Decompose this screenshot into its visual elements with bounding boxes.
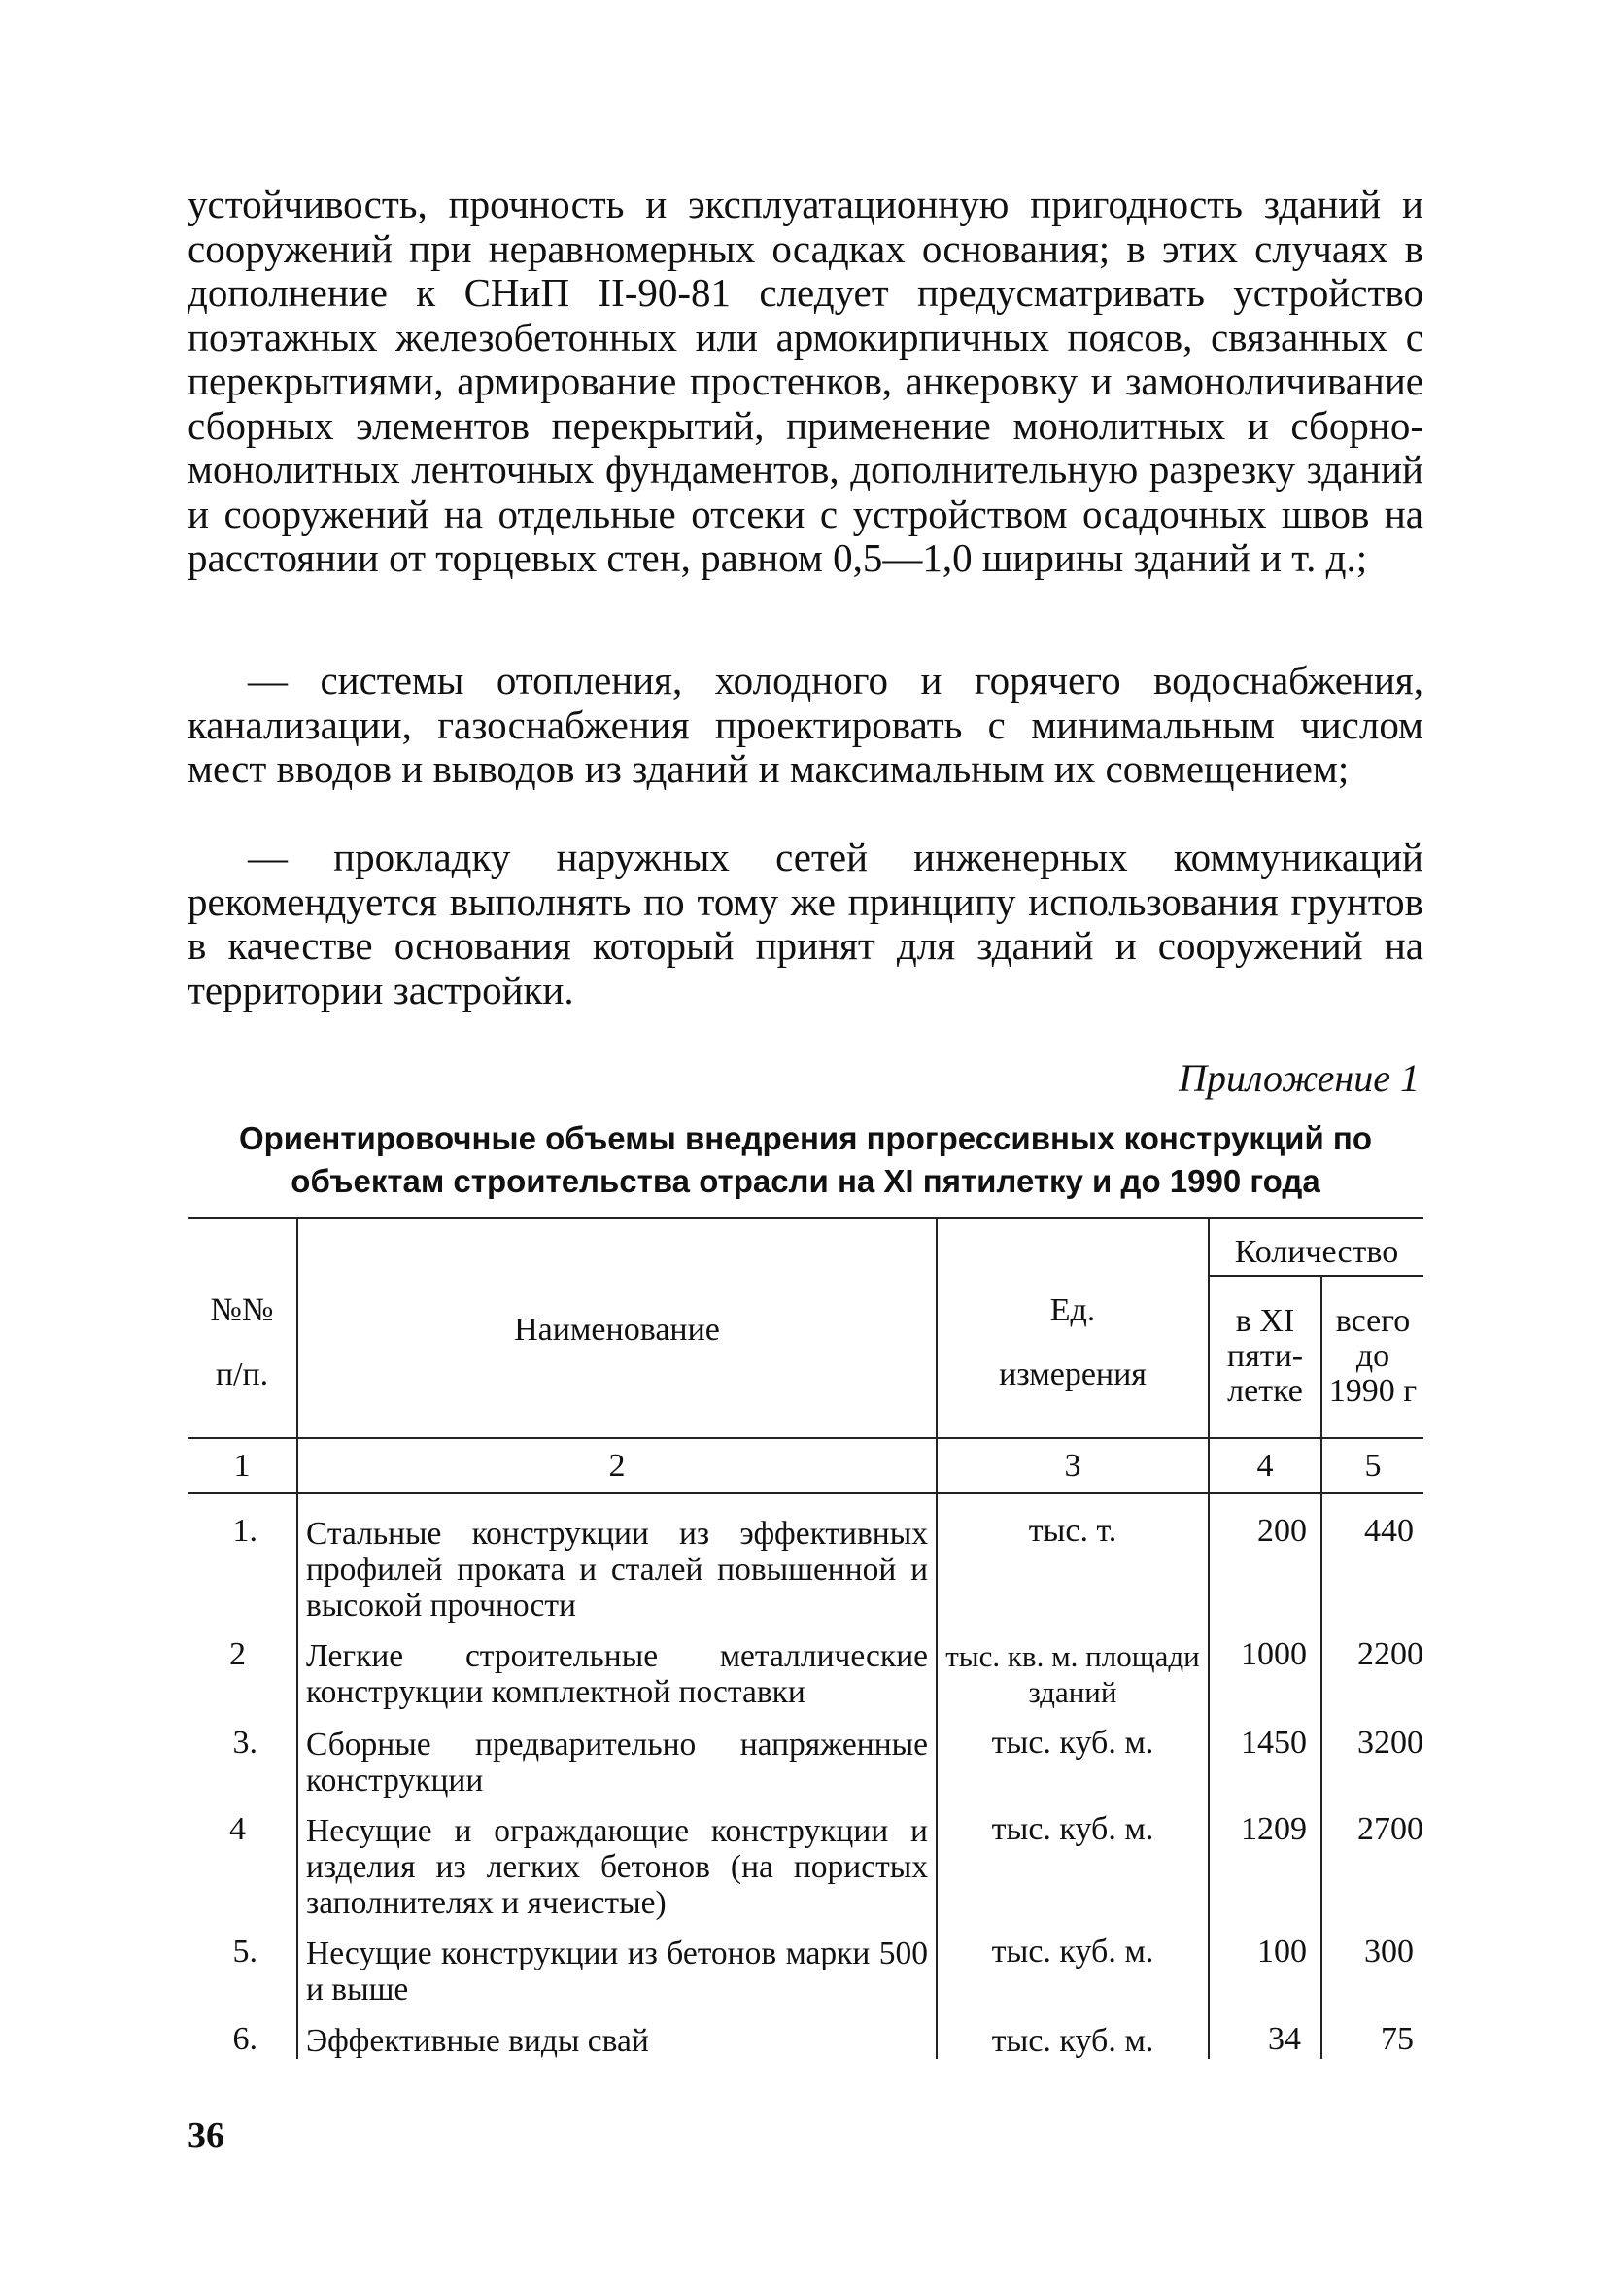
row-total-value: 2200 xyxy=(1357,1636,1423,1672)
row-total-value: 440 xyxy=(1364,1513,1414,1549)
row-xi-value: 1450 xyxy=(1241,1725,1307,1761)
column-number-4: 4 xyxy=(1256,1448,1274,1484)
row-total-value: 3200 xyxy=(1357,1725,1423,1761)
header-unit-line1: Ед. xyxy=(1049,1292,1096,1328)
appendix-label: Приложение 1 xyxy=(1179,1056,1420,1100)
row-unit: тыс. куб. м. xyxy=(991,2023,1154,2059)
row-unit: тыс. куб. м. xyxy=(991,1934,1154,1970)
header-xi-line2: пяти- xyxy=(1226,1338,1304,1374)
header-num-line2: п/п. xyxy=(215,1356,269,1392)
row-xi-value: 1209 xyxy=(1241,1811,1307,1847)
header-total-line2: до xyxy=(1355,1338,1390,1374)
body-paragraph-2: — системы отопления, холодного и горячего водоснабжения, канализации, газоснабжения проектировать с минимальным числом мест вводов и выводов из зданий и максимальным их совмещением; xyxy=(188,658,1423,791)
column-number-5: 5 xyxy=(1364,1448,1382,1484)
row-num: 4 xyxy=(229,1811,246,1847)
body-paragraph-3: — прокладку наружных сетей инженерных коммуникаций рекомендуется выполнять по тому же принципу использования грунтов в качестве основания который принят для зданий и сооружений на территории застройки. xyxy=(188,835,1423,1012)
row-name: Стальные конструкции из эффективных профилей проката и сталей повышенной и высокой прочности xyxy=(306,1516,928,1624)
row-total-value: 75 xyxy=(1381,2021,1414,2057)
row-xi-value: 100 xyxy=(1257,1934,1307,1970)
column-number-1: 1 xyxy=(233,1448,251,1484)
row-name: Легкие строительные металлические конструкции комплектной поставки xyxy=(306,1638,928,1710)
column-number-2: 2 xyxy=(608,1448,626,1484)
header-num-line1: №№ xyxy=(210,1292,274,1328)
header-unit-line2: измерения xyxy=(999,1356,1147,1392)
row-num: 2 xyxy=(229,1636,246,1672)
column-number-3: 3 xyxy=(1064,1448,1081,1484)
table-title: Ориентировочные объемы внедрения прогрессивных конструкций по объектам строительства отрасли на XI пятилетку и до 1990 года xyxy=(238,1120,1373,1199)
row-name: Несущие конструкции из бетонов марки 500 и выше xyxy=(306,1936,928,2007)
row-xi-value: 200 xyxy=(1257,1513,1307,1549)
header-xi-line1: в XI xyxy=(1235,1303,1295,1339)
row-name: Эффективные виды свай xyxy=(306,2023,649,2059)
header-total-line3: 1990 г xyxy=(1328,1373,1418,1409)
header-total-line1: всего xyxy=(1335,1303,1411,1339)
header-num xyxy=(188,1279,296,1407)
page-number: 36 xyxy=(188,2115,224,2156)
header-xi-line3: летке xyxy=(1227,1373,1303,1409)
row-name: Сборные предварительно напряженные конструкции xyxy=(306,1727,928,1799)
row-name: Несущие и ограждающие конструкции и изделия из легких бетонов (на пористых заполнителях и ячеистые) xyxy=(306,1813,928,1921)
row-num: 3. xyxy=(232,1725,257,1761)
row-total-value: 2700 xyxy=(1357,1811,1423,1847)
header-total xyxy=(1322,1304,1423,1409)
header-bottom-rule xyxy=(188,1437,1423,1439)
row-unit: тыс. куб. м. xyxy=(991,1811,1154,1847)
header-xi xyxy=(1210,1304,1320,1409)
quantity-header-rule xyxy=(1208,1275,1423,1277)
body-paragraph-1: устойчивость, прочность и эксплуатационную пригодность зданий и сооружений при неравномерных осадках основания; в этих случаях в дополнение к СНиП II-90-81 следует предусматривать устройство поэтажных железобетонных или армокирпичных поясов, связанных с перекрытиями, армирование простенков, анкеровку и замоноличивание сборных элементов перекрытий, применение монолитных и сборно-монолитных ленточных фундаментов, дополнительную разрезку зданий и сооружений на отдельные отсеки с устройством осадочных швов на расстоянии от торцевых стен, равном 0,5—1,0 ширины зданий и т. д.; xyxy=(188,182,1423,580)
row-unit: тыс. кв. м. площади зданий xyxy=(945,1639,1200,1709)
row-num: 5. xyxy=(232,1934,257,1970)
row-xi-value: 1000 xyxy=(1241,1636,1307,1672)
column-numbers-rule xyxy=(188,1492,1423,1494)
table-top-rule xyxy=(188,1217,1423,1219)
header-unit xyxy=(938,1279,1208,1407)
row-xi-value: 34 xyxy=(1268,2021,1301,2057)
header-quantity: Количество xyxy=(1234,1234,1399,1270)
row-unit: тыс. т. xyxy=(1028,1513,1117,1549)
row-num: 6. xyxy=(232,2021,257,2057)
row-total-value: 300 xyxy=(1364,1934,1414,1970)
header-name: Наименование xyxy=(514,1312,720,1348)
row-num: 1. xyxy=(232,1513,257,1549)
row-unit: тыс. куб. м. xyxy=(991,1725,1154,1761)
